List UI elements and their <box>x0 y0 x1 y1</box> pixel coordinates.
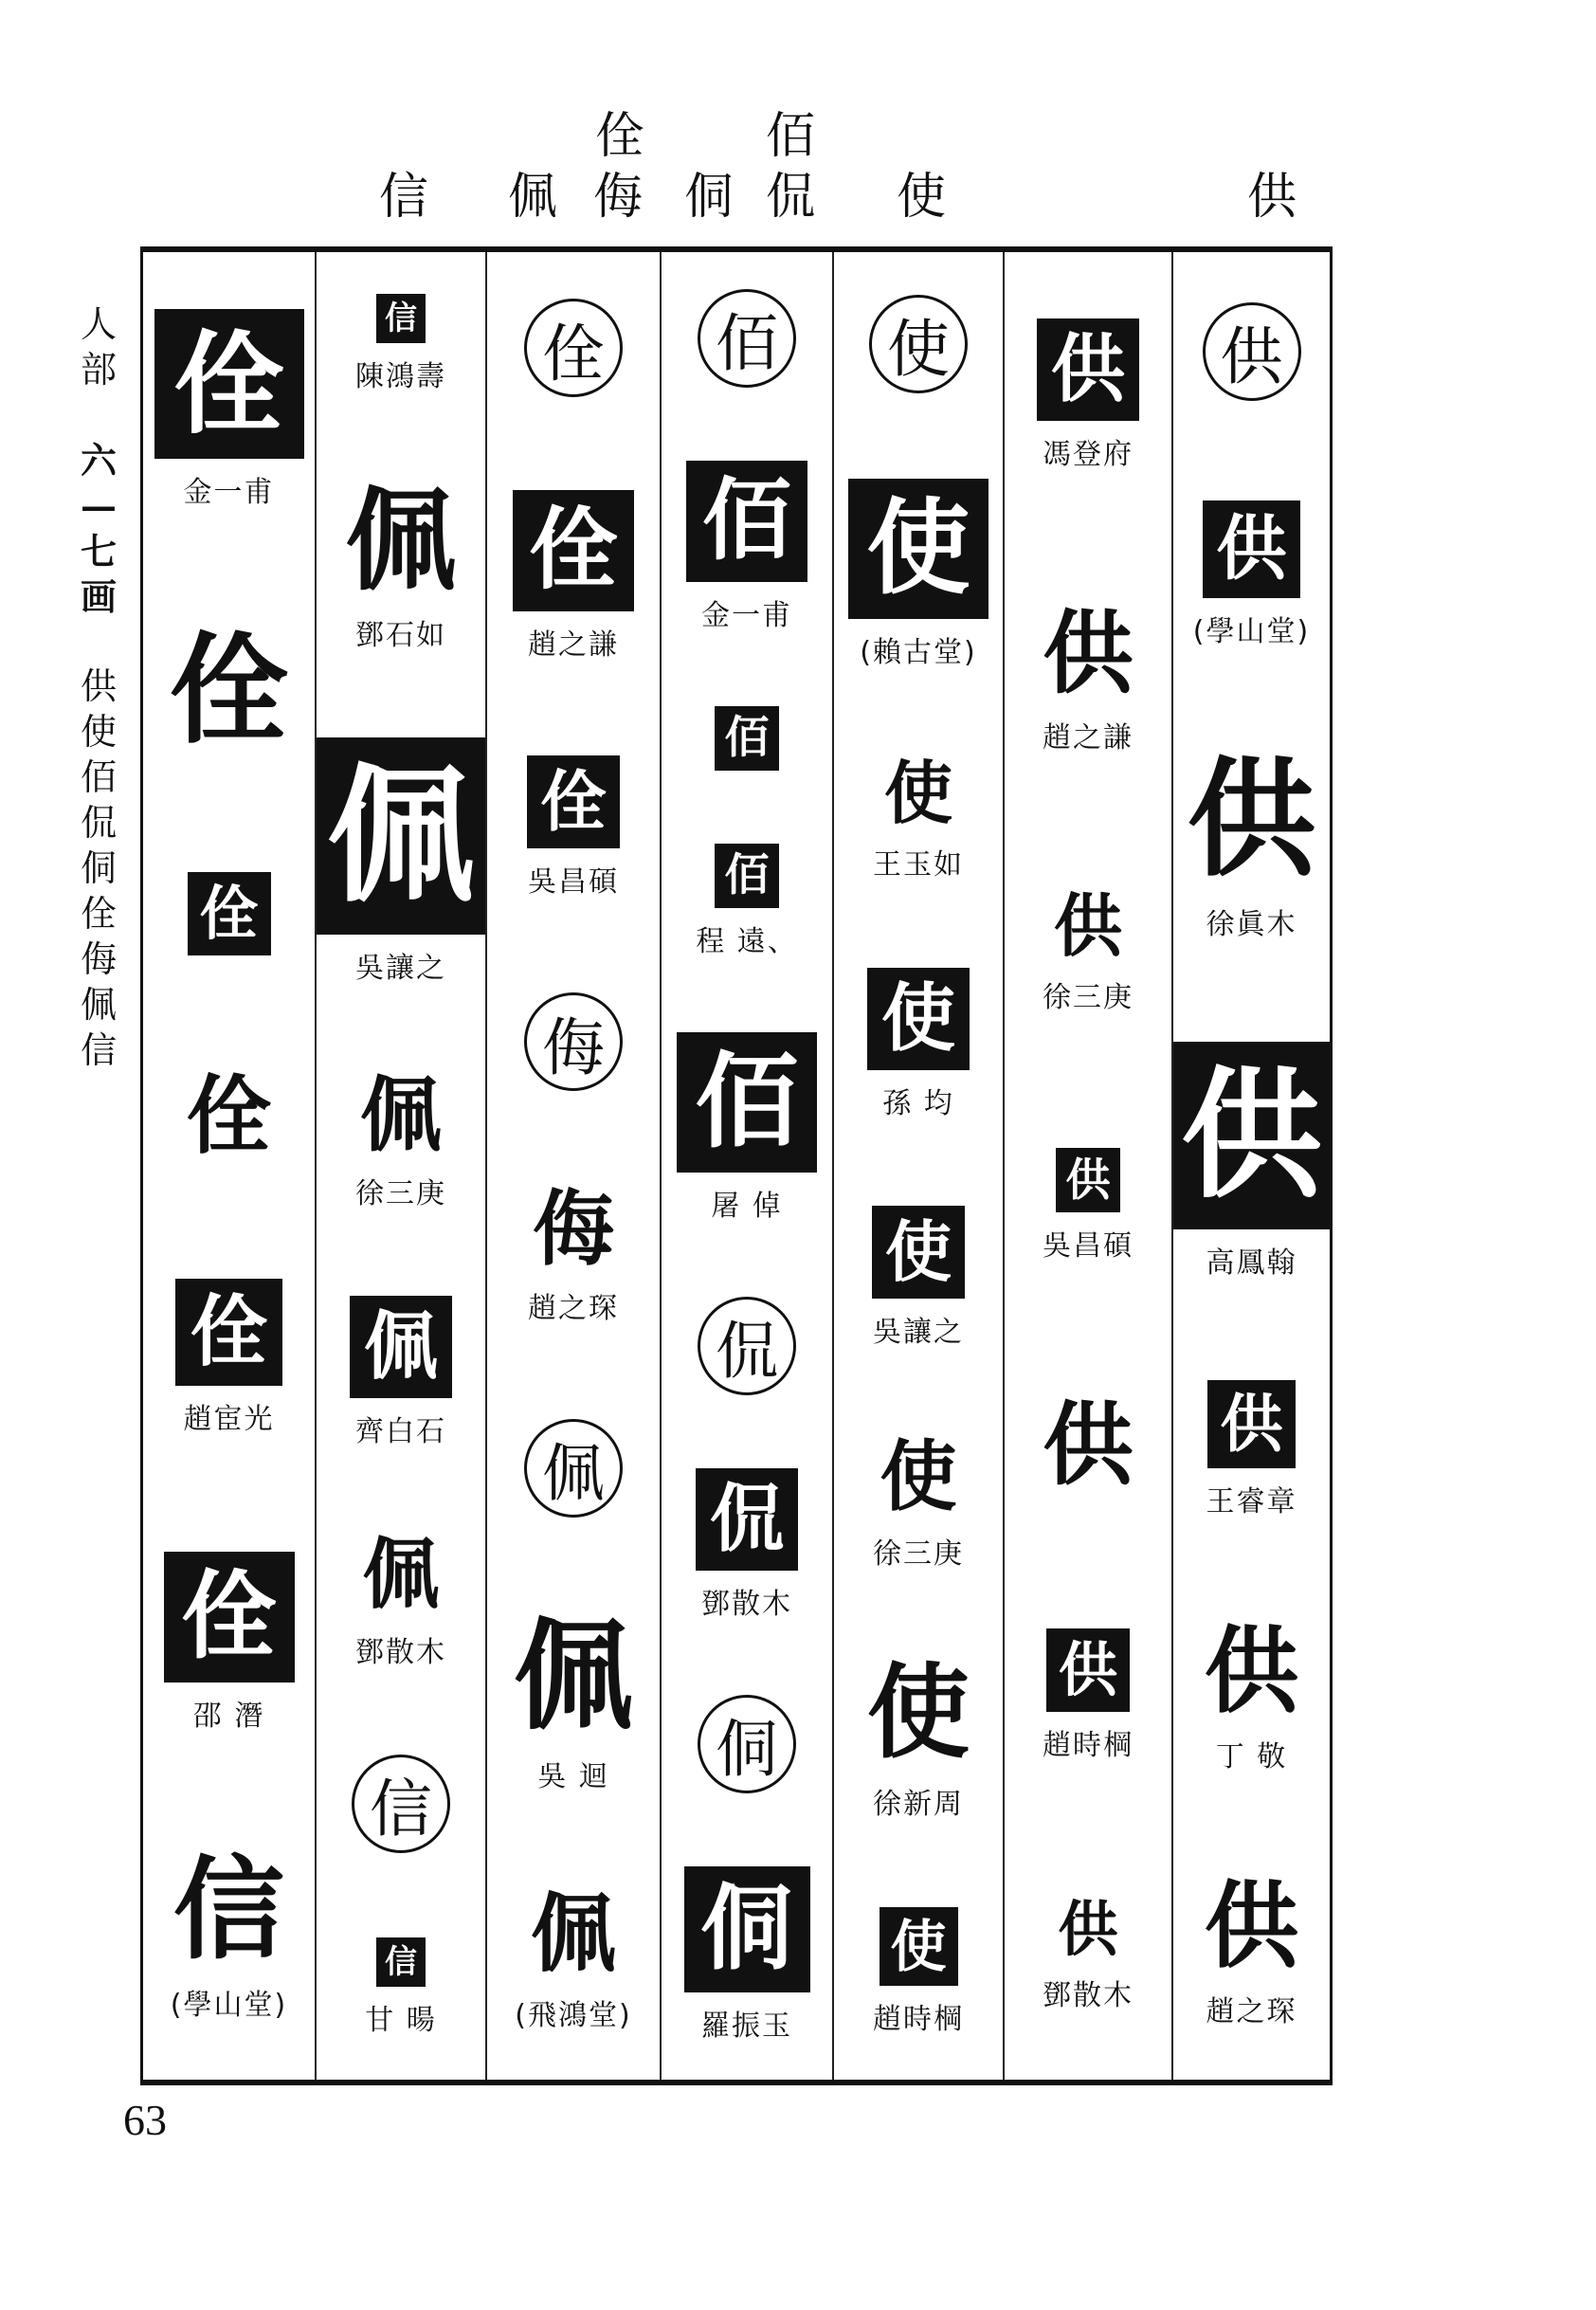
seal-impression: 信 <box>376 294 426 343</box>
seal-impression: 供 <box>1203 500 1300 598</box>
seal-column-6 <box>1005 252 1171 2080</box>
seal-impression: 佩 <box>350 1296 452 1398</box>
seal-column-4 <box>662 252 832 2080</box>
seal-column-7 <box>1173 252 1330 2080</box>
seal-column-2 <box>317 252 485 2080</box>
seal-impression: 供 <box>1056 1148 1120 1212</box>
seal-entry <box>339 475 462 653</box>
seal-artist-caption: 徐三庚 <box>1043 981 1134 1014</box>
seal-artist-caption: 陳鴻壽 <box>355 360 446 394</box>
header-char-pei: 佩 <box>508 169 558 226</box>
seal-entry <box>188 872 271 955</box>
seal-impression: 供 <box>1207 1380 1296 1468</box>
seal-entry <box>515 1883 632 2033</box>
seal-impression: 佺 <box>154 309 304 459</box>
seal-entry <box>524 299 623 397</box>
header-char-shi: 使 <box>897 169 947 226</box>
seal-entry <box>164 1552 295 1734</box>
seal-impression: 佺 <box>513 490 634 611</box>
seal-artist-caption: 馮登府 <box>1043 438 1134 471</box>
seal-artist-caption: 鄧散木 <box>701 1587 792 1621</box>
seal-entry <box>1043 1148 1134 1264</box>
seal-artist-caption: 王睿章 <box>1206 1485 1297 1519</box>
seal-column-3 <box>487 252 660 2080</box>
seal-impression: 佺 <box>175 1279 282 1386</box>
headword-circle: 供 <box>1203 302 1301 401</box>
seal-entry <box>1043 1896 1134 2013</box>
seal-entry <box>873 1907 964 2037</box>
seal-artist-caption: 孫 均 <box>882 1086 954 1120</box>
seal-impression: 侮 <box>533 1182 614 1278</box>
seal-entry <box>528 1182 619 1326</box>
seal-impression: 侃 <box>696 1468 798 1571</box>
seal-impression: 供 <box>1053 886 1122 966</box>
seal-entry <box>154 309 304 510</box>
seal-entry <box>1039 1393 1138 1498</box>
seal-artist-caption: 徐三庚 <box>873 1537 964 1572</box>
seal-artist-caption: 趙之謙 <box>1043 721 1134 755</box>
seal-impression: 佩 <box>345 475 457 606</box>
seal-entry <box>507 1606 640 1794</box>
side-stroke-label: 六—七画 <box>80 439 117 618</box>
seal-artist-caption: 趙之謙 <box>528 628 619 663</box>
seal-artist-caption: 程 遠、 <box>696 924 798 958</box>
header-char-bai: 佰 <box>766 108 816 165</box>
seal-entry <box>873 755 964 882</box>
seal-impression: 使 <box>867 968 970 1070</box>
seal-artist-caption: (飛鴻堂) <box>515 1998 632 2032</box>
seal-column-5 <box>834 252 1003 2080</box>
seal-artist-caption: 齊白石 <box>355 1414 446 1448</box>
seal-artist-caption: 徐三庚 <box>355 1177 446 1211</box>
seal-entry <box>1043 1628 1134 1763</box>
seal-artist-caption: 金一甫 <box>183 476 275 510</box>
seal-impression: 侗 <box>684 1866 810 1992</box>
side-chars-label: 供使佰侃侗佺侮佩信 <box>80 665 117 1071</box>
seal-artist-caption: 趙宦光 <box>183 1403 275 1437</box>
headword-circle: 信 <box>352 1755 450 1853</box>
seal-entry <box>182 1066 277 1167</box>
seal-artist-caption: 徐眞木 <box>1206 907 1297 941</box>
seal-entry <box>513 490 634 663</box>
seal-artist-caption: 吳昌碩 <box>1043 1229 1134 1263</box>
headword-circle: 侮 <box>524 992 623 1091</box>
seal-entry <box>1193 500 1310 649</box>
seal-impression: 使 <box>880 1907 958 1986</box>
seal-artist-caption: 丁 敬 <box>1215 1740 1288 1774</box>
seal-entry <box>355 1067 446 1211</box>
seal-impression: 佺 <box>186 1066 272 1167</box>
seal-impression: 佺 <box>164 1552 295 1682</box>
seal-impression: 使 <box>880 1432 957 1522</box>
seal-artist-caption: 鄧散木 <box>355 1635 446 1669</box>
seal-impression: 佩 <box>317 737 485 935</box>
seal-impression: 佰 <box>715 706 779 771</box>
seal-artist-caption: (學山堂) <box>170 1988 288 2022</box>
seal-entry <box>527 755 620 900</box>
seal-artist-caption: 金一甫 <box>701 598 792 632</box>
seal-impression: 使 <box>848 479 988 619</box>
seal-entry <box>698 289 796 388</box>
seal-impression: 供 <box>1037 318 1139 421</box>
seal-entry <box>524 992 623 1091</box>
side-radical-label: 人部 <box>80 303 117 391</box>
seal-impression: 使 <box>883 753 952 833</box>
seal-entry <box>365 1937 437 2038</box>
seal-entry <box>355 294 446 394</box>
seal-impression: 供 <box>1058 1894 1118 1964</box>
seal-artist-caption: 邵 潛 <box>192 1699 265 1733</box>
headword-circle: 侃 <box>698 1297 796 1395</box>
seal-artist-caption: 吳 迴 <box>537 1759 609 1793</box>
seal-artist-caption: 趙之琛 <box>528 1291 619 1325</box>
seal-impression: 佺 <box>527 755 620 848</box>
page-number: 63 <box>123 2096 167 2144</box>
seal-artist-caption: 趙時棡 <box>873 2003 964 2037</box>
seal-entry <box>867 968 970 1121</box>
header-char-xin: 信 <box>379 169 429 226</box>
seal-impression: 使 <box>872 1206 965 1299</box>
seal-entry <box>696 844 798 959</box>
seal-entry <box>696 1468 798 1622</box>
seal-entry <box>168 1845 291 2023</box>
seal-entry <box>872 1206 965 1350</box>
seal-artist-caption: 高鳳翰 <box>1206 1246 1297 1280</box>
seal-impression: 佺 <box>169 621 289 761</box>
seal-entry <box>175 1279 282 1437</box>
seal-impression: 供 <box>1043 1393 1134 1498</box>
headword-circle: 佩 <box>524 1419 623 1518</box>
seal-artist-caption: 趙之琛 <box>1206 1995 1297 2029</box>
seal-artist-caption: 吳讓之 <box>873 1316 964 1350</box>
seal-artist-caption: 吳昌碩 <box>528 865 619 900</box>
header-char-gong: 供 <box>1247 169 1297 226</box>
header-char-dong: 侗 <box>684 169 735 226</box>
seal-artist-caption: 羅振玉 <box>701 2009 792 2043</box>
seal-artist-caption: 甘 暘 <box>365 2003 437 2037</box>
seal-impression: 佺 <box>188 872 271 955</box>
seal-entry <box>350 1296 452 1449</box>
headword-circle: 使 <box>869 295 968 393</box>
header-char-quan: 佺 <box>595 108 645 165</box>
seal-artist-caption: 鄧石如 <box>355 619 446 653</box>
seal-entry <box>686 461 807 633</box>
seal-entry <box>524 1419 623 1518</box>
seal-impression: 供 <box>1173 1042 1330 1229</box>
header-char-wu: 侮 <box>593 169 644 226</box>
seal-entry <box>1037 318 1139 472</box>
headword-circle: 佺 <box>524 299 623 397</box>
seal-entry <box>163 621 296 761</box>
headword-circle: 侗 <box>698 1695 796 1793</box>
seal-impression: 供 <box>1043 602 1134 706</box>
seal-entry <box>698 1297 796 1395</box>
seal-column-1 <box>143 252 315 2080</box>
seal-entry <box>1206 1380 1297 1519</box>
seal-impression: 供 <box>1046 1628 1130 1712</box>
seal-entry <box>677 1032 817 1224</box>
seal-entry <box>1173 1042 1330 1281</box>
header-char-kan: 侃 <box>766 169 816 226</box>
seal-impression: 供 <box>1205 1871 1298 1981</box>
seal-artist-caption: 趙時棡 <box>1043 1729 1134 1762</box>
headword-circle: 佰 <box>698 289 796 388</box>
seal-impression: 佩 <box>360 1067 442 1163</box>
seal-artist-caption: 屠 倬 <box>711 1189 783 1223</box>
seal-impression: 信 <box>376 1937 426 1987</box>
seal-entry <box>352 1755 450 1853</box>
seal-impression: 佰 <box>715 844 779 908</box>
seal-impression: 佩 <box>530 1883 616 1984</box>
seal-impression: 佰 <box>677 1032 817 1173</box>
seal-impression: 供 <box>1188 745 1315 895</box>
seal-entry <box>1181 745 1323 942</box>
seal-entry <box>1200 1616 1304 1774</box>
seal-impression: 佩 <box>362 1531 440 1621</box>
seal-entry <box>1203 302 1301 401</box>
seal-entry <box>861 1654 975 1822</box>
seal-artist-caption: (學山堂) <box>1192 614 1311 648</box>
seal-entry <box>1039 602 1138 755</box>
seal-entry <box>873 1432 964 1572</box>
seal-impression: 佩 <box>514 1606 633 1746</box>
seal-entry <box>869 295 968 393</box>
seal-impression: 使 <box>866 1654 970 1773</box>
seal-artist-caption: 鄧散木 <box>1043 1979 1134 2012</box>
seal-entry <box>698 1695 796 1793</box>
seal-impression: 供 <box>1205 1616 1298 1726</box>
seal-entry <box>684 1866 810 2044</box>
seal-artist-caption: 王玉如 <box>873 847 964 882</box>
seal-entry <box>1200 1871 1304 2029</box>
seal-impression: 佰 <box>686 461 807 582</box>
seal-artist-caption: (賴古堂) <box>860 635 977 669</box>
seal-artist-caption: 徐新周 <box>873 1788 964 1822</box>
seal-entry <box>715 706 779 771</box>
seal-entry <box>848 479 988 670</box>
seal-artist-caption: 吳讓之 <box>355 952 446 986</box>
seal-entry <box>1043 888 1134 1015</box>
seal-impression: 信 <box>172 1845 284 1975</box>
seal-entry <box>317 737 485 986</box>
seal-entry <box>355 1531 446 1670</box>
